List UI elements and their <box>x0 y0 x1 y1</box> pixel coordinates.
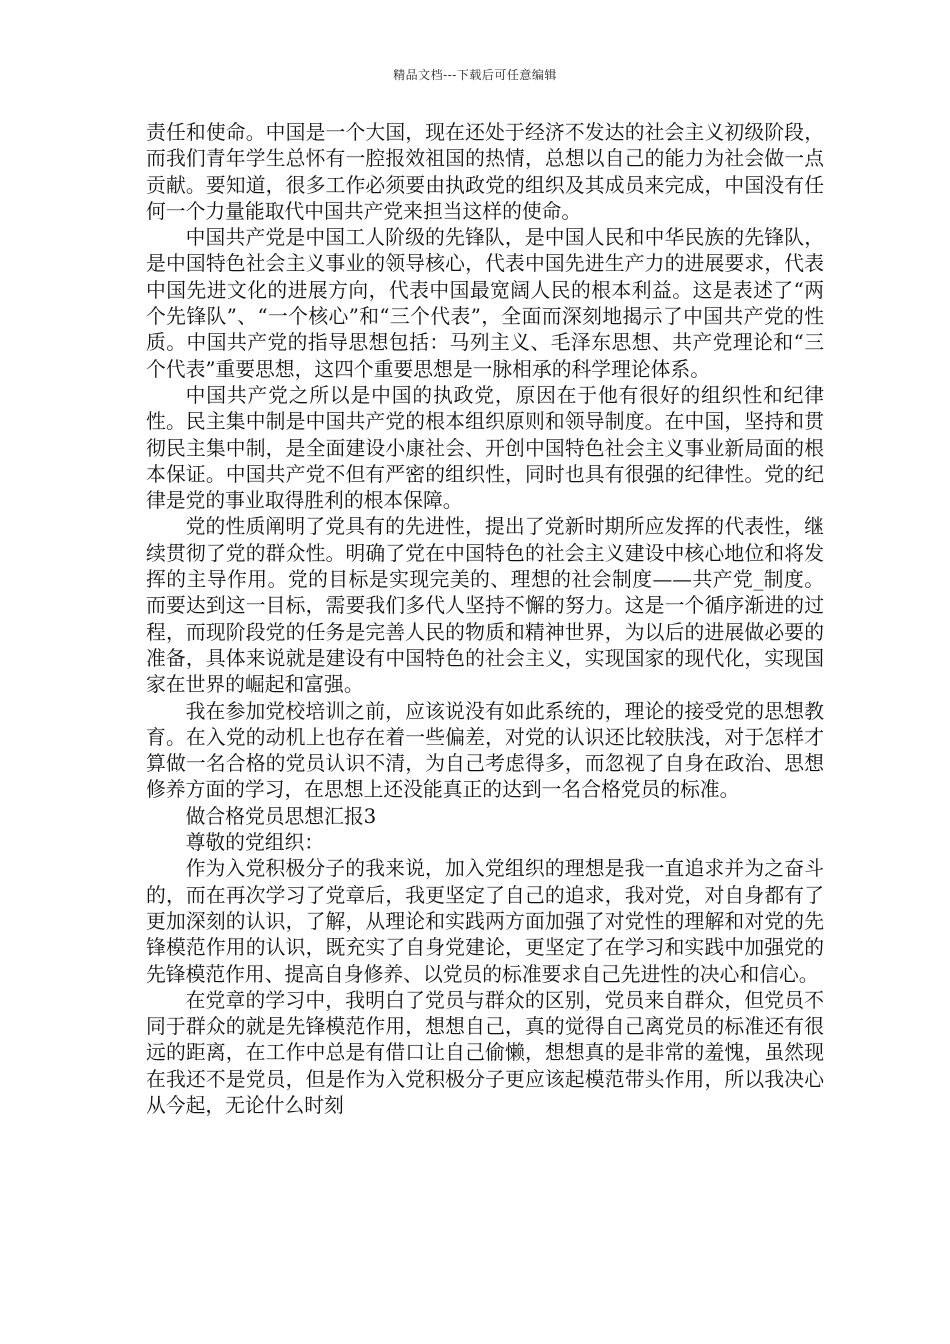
paragraph-2: 中国共产党是中国工人阶级的先锋队，是中国人民和中华民族的先锋队，是中国特色社会主义事业的领导核心，代表中国先进生产力的进展要求，代表中国先进文化的进展方向，代表中国最宽阔人民的根本利益。这是表述了“两个先锋队”、“一个核心”和“三个代表”，全面而深刻地揭示了中国共产党的性质。中国共产党的指导思想包括：马列主义、毛泽东思想、共产党理论和“三个代表”重要思想，这四个重要思想是一脉相承的科学理论体系。 <box>146 226 824 381</box>
document-body <box>146 120 824 1119</box>
paragraph-5: 我在参加党校培训之前，应该说没有如此系统的，理论的接受党的思想教育。在入党的动机上也存在着一些偏差，对党的认识还比较肤浅，对于怎样才算做一名合格的党员认识不清，为自己考虑得多，而忽视了自身在政治、思想修养方面的学习，在思想上还没能真正的达到一名合格党员的标准。 <box>146 699 824 802</box>
paragraph-4: 党的性质阐明了党具有的先进性，提出了党新时期所应发挥的代表性，继续贯彻了党的群众性。明确了党在中国特色的社会主义建设中核心地位和将发挥的主导作用。党的目标是实现完美的、理想的社会制度——共产党_制度。而要达到这一目标，需要我们多代人坚持不懈的努力。这是一个循序渐进的过程，而现阶段党的任务是完善人民的物质和精神世界，为以后的进展做必要的准备，具体来说就是建设有中国特色的社会主义，实现国家的现代化，实现国家在世界的崛起和富强。 <box>146 515 824 697</box>
salutation: 尊敬的党组织： <box>185 831 325 855</box>
section-heading: 做合格党员思想汇报3 <box>185 804 377 828</box>
paragraph-6: 作为入党积极分子的我来说，加入党组织的理想是我一直追求并为之奋斗的，而在再次学习了党章后，我更坚定了自己的追求，我对党，对自身都有了更加深刻的认识，了解，从理论和实践两方面加强了对党性的理解和对党的先锋模范作用的认识，既充实了自身党建论，更坚定了在学习和实践中加强党的先锋模范作用、提高自身修养、以党员的标准要求自己先进性的决心和信心。 <box>146 857 824 986</box>
page-header: 精品文档---下载后可任意编辑 <box>393 68 557 82</box>
paragraph-3: 中国共产党之所以是中国的执政党，原因在于他有很好的组织性和纪律性。民主集中制是中国共产党的根本组织原则和领导制度。在中国，坚持和贯彻民主集中制，是全面建设小康社会、开创中国特色社会主义事业新局面的根本保证。中国共产党不但有严密的组织性，同时也具有很强的纪律性。党的纪律是党的事业取得胜利的根本保障。 <box>146 383 824 513</box>
paragraph-7: 在党章的学习中，我明白了党员与群众的区别，党员来自群众，但党员不同于群众的就是先锋模范作用，想想自己，真的觉得自己离党员的标准还有很远的距离，在工作中总是有借口让自己偷懒，想想真的是非常的羞愧，虽然现在我还不是党员，但是作为入党积极分子更应该起模范带头作用，所以我决心从今起，无论什么时刻 <box>146 988 824 1117</box>
paragraph-1: 责任和使命。中国是一个大国，现在还处于经济不发达的社会主义初级阶段，而我们青年学生总怀有一腔报效祖国的热情，总想以自己的能力为社会做一点贡献。要知道，很多工作必须要由执政党的组织及其成员来完成，中国没有任何一个力量能取代中国共产党来担当这样的使命。 <box>146 121 824 223</box>
